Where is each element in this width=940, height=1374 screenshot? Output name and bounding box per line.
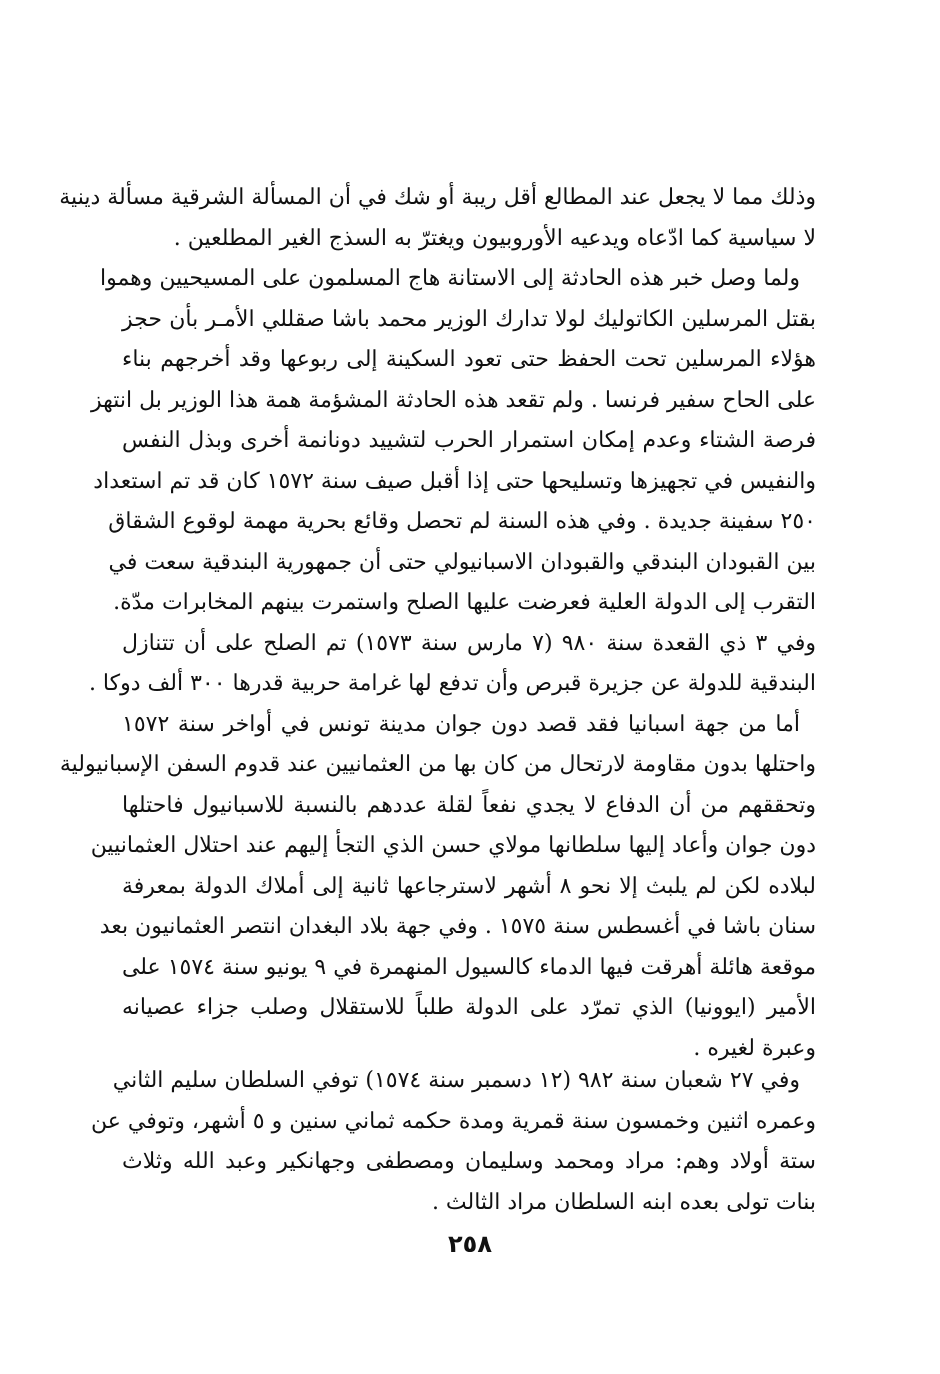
text-line: البندقية للدولة عن جزيرة قبرص وأن تدفع لها غرامة حربية قدرها ٣٠٠ ألف دوكا . bbox=[88, 671, 816, 696]
text-line: لا سياسية كما ادّعاه ويدعيه الأوروبيون ويغترّ به السذج الغير المطلعين . bbox=[173, 225, 816, 251]
text-line: وتحققهم من أن الدفاع لا يجدي نفعاً لقلة عددهم بالنسبة للاسبانيول فاحتلها bbox=[122, 792, 816, 818]
page-number: ٢٥٨ bbox=[448, 1230, 492, 1258]
text-line: وذلك مما لا يجعل عند المطالع أقل ريبة أو شك في أن المسألة الشرقية مسألة دينية bbox=[59, 185, 816, 210]
text-line: وعمره اثنين وخمسون سنة قمرية ومدة حكمه ثماني سنين و ٥ أشهر، وتوفي عن bbox=[91, 1108, 816, 1134]
text-line: بنات تولى بعده ابنه السلطان مراد الثالث . bbox=[431, 1189, 816, 1215]
text-line: والنفيس في تجهيزها وتسليحها حتى إذا أقبل صيف سنة ١٥٧٢ كان قد تم استعداد bbox=[93, 468, 816, 494]
text-line: موقعة هائلة أهرقت فيها الدماء كالسيول المنهمرة في ٩ يونيو سنة ١٥٧٤ على bbox=[121, 954, 816, 980]
text-line: الأمير (ايوونيا) الذي تمرّد على الدولة طلباً للاستقلال وصلب جزاء عصيانه bbox=[122, 995, 816, 1020]
text-line: دون جوان وأعاد إليها سلطانها مولاي حسن الذي التجأ إليهم عند احتلال العثمانيين bbox=[90, 833, 816, 858]
closing-paragraph bbox=[91, 1061, 816, 1223]
text-line: وعبرة لغيره . bbox=[693, 1035, 816, 1061]
text-line: ٢٥٠ سفينة جديدة . وفي هذه السنة لم تحصل وقائع بحرية مهمة لوقوع الشقاق bbox=[108, 509, 816, 534]
body-text bbox=[59, 178, 816, 1069]
text-line: بقتل المرسلين الكاتوليك لولا تدارك الوزير محمد باشا صقللي الأمـر بأن حجز bbox=[122, 306, 816, 332]
text-line: لبلاده لكن لم يلبث إلا نحو ٨ أشهر لاسترجاعها ثانية إلى أملاك الدولة بمعرفة bbox=[122, 873, 816, 899]
text-line: واحتلها بدون مقاومة لارتحال من كان بها من العثمانيين عند قدوم السفن الإسبانيولية bbox=[59, 752, 816, 777]
text-line: ولما وصل خبر هذه الحادثة إلى الاستانة هاج المسلمون على المسيحيين وهموا bbox=[99, 266, 800, 291]
text-line: فرصة الشتاء وعدم إمكان استمرار الحرب لتشييد دونانمة أخرى وبذل النفس bbox=[122, 428, 816, 453]
text-line: وفي ٣ ذي القعدة سنة ٩٨٠ (٧ مارس سنة ١٥٧٣) تم الصلح على أن تتنازل bbox=[122, 630, 816, 656]
text-line: هؤلاء المرسلين تحت الحفظ حتى تعود السكينة إلى ربوعها وقد أخرجهم بناء bbox=[122, 347, 816, 372]
text-line: ستة أولاد وهم: مراد ومحمد وسليمان ومصطفى وجهانكير وعبد الله وثلاث bbox=[122, 1149, 816, 1174]
text-line: أما من جهة اسبانيا فقد قصد دون جوان مدينة تونس في أواخر سنة ١٥٧٢ bbox=[122, 711, 800, 737]
text-line: سنان باشا في أغسطس سنة ١٥٧٥ . وفي جهة بلاد البغدان انتصر العثمانيون بعد bbox=[99, 914, 816, 939]
text-line: بين القبودان البندقي والقبودان الاسبانيولي حتى أن جمهورية البندقية سعت في bbox=[108, 549, 816, 575]
text-line: التقرب إلى الدولة العلية فعرضت عليها الصلح واستمرت بينهم المخابرات مدّة. bbox=[113, 590, 816, 615]
text-line: على الحاح سفير فرنسا . ولم تقعد هذه الحادثة المشؤمة همة هذا الوزير بل انتهز bbox=[91, 387, 816, 413]
text-line: وفي ٢٧ شعبان سنة ٩٨٢ (١٢ دسمبر سنة ١٥٧٤) توفي السلطان سليم الثاني bbox=[112, 1068, 800, 1093]
